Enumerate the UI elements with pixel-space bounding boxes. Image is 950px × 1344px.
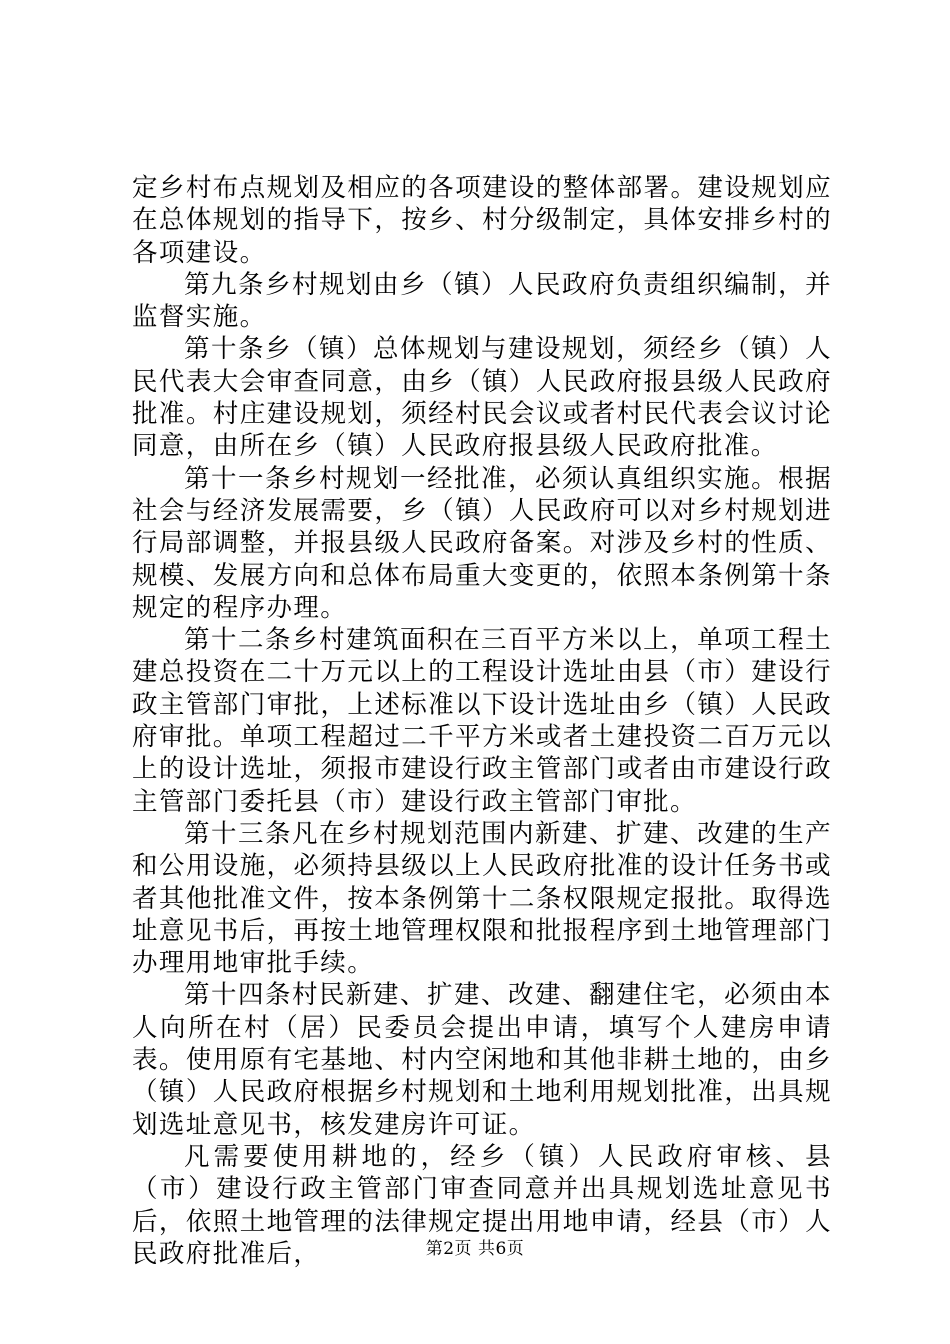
paragraph: 第十条乡（镇）总体规划与建设规划，须经乡（镇）人民代表大会审查同意，由乡（镇）人民政府报县级人民政府批准。村庄建设规划，须经村民会议或者村民代表会议讨论同意，由所在乡（镇）人民政府报县级人民政府批准。 [132,334,832,462]
paragraph: 第十二条乡村建筑面积在三百平方米以上，单项工程土建总投资在二十万元以上的工程设计选址由县（市）建设行政主管部门审批，上述标准以下设计选址由乡（镇）人民政府审批。单项工程超过二千平方米或者土建投资二百万元以上的设计选址，须报市建设行政主管部门或者由市建设行政主管部门委托县（市）建设行政主管部门审批。 [132,625,832,817]
paragraph: 第十一条乡村规划一经批准，必须认真组织实施。根据社会与经济发展需要，乡（镇）人民政府可以对乡村规划进行局部调整，并报县级人民政府备案。对涉及乡村的性质、规模、发展方向和总体布局重大变更的，依照本条例第十条规定的程序办理。 [132,463,832,623]
paragraph: 第十四条村民新建、扩建、改建、翻建住宅，必须由本人向所在村（居）民委员会提出申请，填写个人建房申请表。使用原有宅基地、村内空闲地和其他非耕土地的，由乡（镇）人民政府根据乡村规划和土地利用规划批准，出具规划选址意见书，核发建房许可证。 [132,980,832,1140]
document-body [132,172,832,1270]
paragraph: 定乡村布点规划及相应的各项建设的整体部署。建设规划应在总体规划的指导下，按乡、村分级制定，具体安排乡村的各项建设。 [132,173,832,268]
paragraph: 第十三条凡在乡村规划范围内新建、扩建、改建的生产和公用设施，必须持县级以上人民政府批准的设计任务书或者其他批准文件，按本条例第十二条权限规定报批。取得选址意见书后，再按土地管理权限和批报程序到土地管理部门办理用地审批手续。 [132,818,832,979]
page-number-footer: 第2页 共6页 [425,1239,525,1259]
paragraph: 第九条乡村规划由乡（镇）人民政府负责组织编制，并监督实施。 [132,269,832,333]
paragraph: 凡需要使用耕地的，经乡（镇）人民政府审核、县（市）建设行政主管部门审查同意并出具规划选址意见书后，依照土地管理的法律规定提出用地申请，经县（市）人民政府批准后， [132,1141,832,1269]
